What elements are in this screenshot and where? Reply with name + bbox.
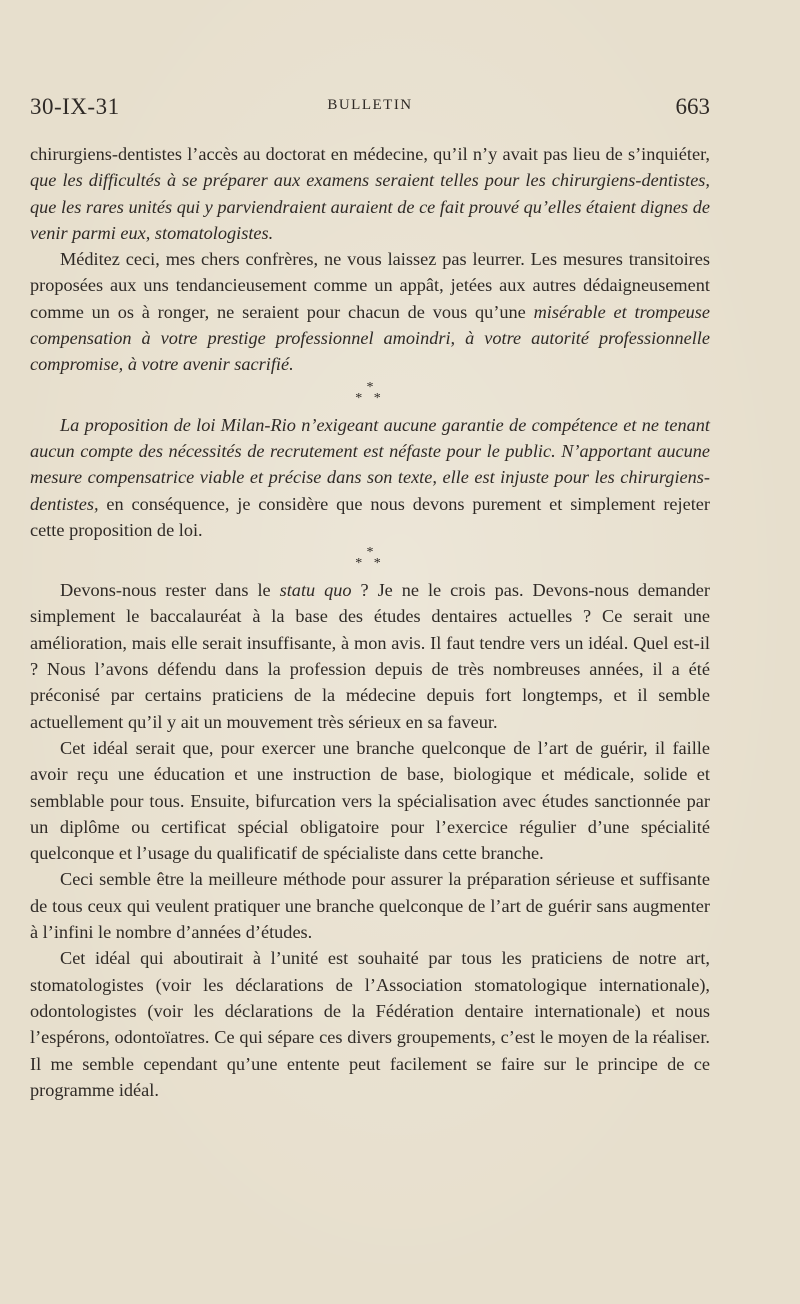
paragraph — [30, 945, 710, 1103]
text-segment: Cet idéal serait que, pour exercer une branche quelconque de l’art de guérir, il faille avoir reçu une éducation et une instruction de base, biologique et médicale, solide et semblable pour tous. Ensuite, bifurcation vers la spécialisation avec études sanctionnée par un diplôme ou certificat spécial obligatoire pour l’exercice régulier d’une spécialité quelconque et l’usage du qualificatif de spécialiste dans cette branche. — [30, 737, 710, 864]
header-title: BULLETIN — [327, 97, 413, 113]
paragraph — [30, 141, 710, 246]
paragraph — [30, 412, 710, 543]
paragraph — [30, 246, 710, 377]
text-segment-italic: misérable et trompeuse compensation à votre prestige professionnel amoindri, à votre autorité professionnelle compromise, à votre avenir sacrifié. — [30, 301, 710, 375]
header-date: 30-IX-31 — [30, 94, 120, 119]
paragraph — [30, 577, 710, 735]
paragraph — [30, 735, 710, 866]
separator-star-top: * — [366, 545, 374, 561]
section-separator — [30, 378, 710, 412]
paragraph — [30, 866, 710, 945]
page-number: 663 — [675, 94, 710, 119]
text-segment: Cet idéal qui aboutirait à l’unité est souhaité par tous les praticiens de notre art, stomatologistes (voir les déclarations de l’Association stomatologique internationale), odontologistes (voir les déclarations de la Fédération dentaire internationale) et nous l’espérons, odontoïatres. Ce qui sépare ces divers groupements, c’est le moyen de la réaliser. Il me semble cependant qu’une entente peut facilement se faire sur le principe de ce programme idéal. — [30, 948, 710, 1100]
text-segment: Devons-nous rester dans le — [60, 580, 280, 601]
text-segment-italic: statu quo — [279, 580, 352, 601]
text-segment: Méditez ceci, mes chers confrères, ne vous laissez pas leurrer. Les mesures transitoires proposées aux uns tendancieusement comme un appât, jetées aux autres dédaigneusement comme un os à ronger, ne seraient pour chacun de vous qu’une — [30, 249, 710, 322]
text-segment: chirurgiens-dentistes l’accès au doctorat en médecine, qu’il n’y avait pas lieu de s’inquiéter, — [30, 144, 710, 164]
text-segment-italic: que les difficultés à se préparer aux examens seraient telles pour les chirurgiens-dentistes, que les rares unités qui y parviendraient auraient de ce fait prouvé qu’elles étaient dignes de venir parmi eux, stomatologistes. — [30, 170, 710, 243]
page-header — [30, 94, 710, 124]
separator-star-top: * — [366, 379, 374, 395]
text-segment: Ceci semble être la meilleure méthode pour assurer la préparation sérieuse et suffisante de tous ceux qui veulent pratiquer une branche quelconque de l’art de guérir sans augmenter à l’infini le nombre d’années d’études. — [30, 869, 710, 943]
text-segment: en conséquence, je considère que nous devons purement et simplement rejeter cette proposition de loi. — [30, 493, 710, 540]
text-segment: ? Je ne le crois pas. Devons-nous demander simplement le baccalauréat à la base des études dentaires actuelles ? Ce serait une amélioration, mais elle serait insuffisante, à mon avis. Il faut tendre vers un idéal. Quel est-il ? Nous l’avons défendu dans la profession depuis de très nombreuses années, il a été préconisé par certains praticiens de la médecine depuis fort longtemps, et il semble actuellement qu’il y ait un mouvement très sérieux en sa faveur. — [30, 580, 711, 732]
separator-stars-bottom: * * — [355, 390, 385, 406]
body-text — [30, 141, 710, 1103]
section-separator — [30, 543, 710, 577]
text-segment-italic: La proposition de loi Milan-Rio n’exigeant aucune garantie de compétence et ne tenant aucun compte des nécessités de recrutement est néfaste pour le public. N’apportant aucune mesure compensatrice viable et précise dans son texte, elle est injuste pour les chirurgiens-dentistes, — [30, 414, 710, 514]
separator-stars-bottom: * * — [355, 556, 385, 572]
